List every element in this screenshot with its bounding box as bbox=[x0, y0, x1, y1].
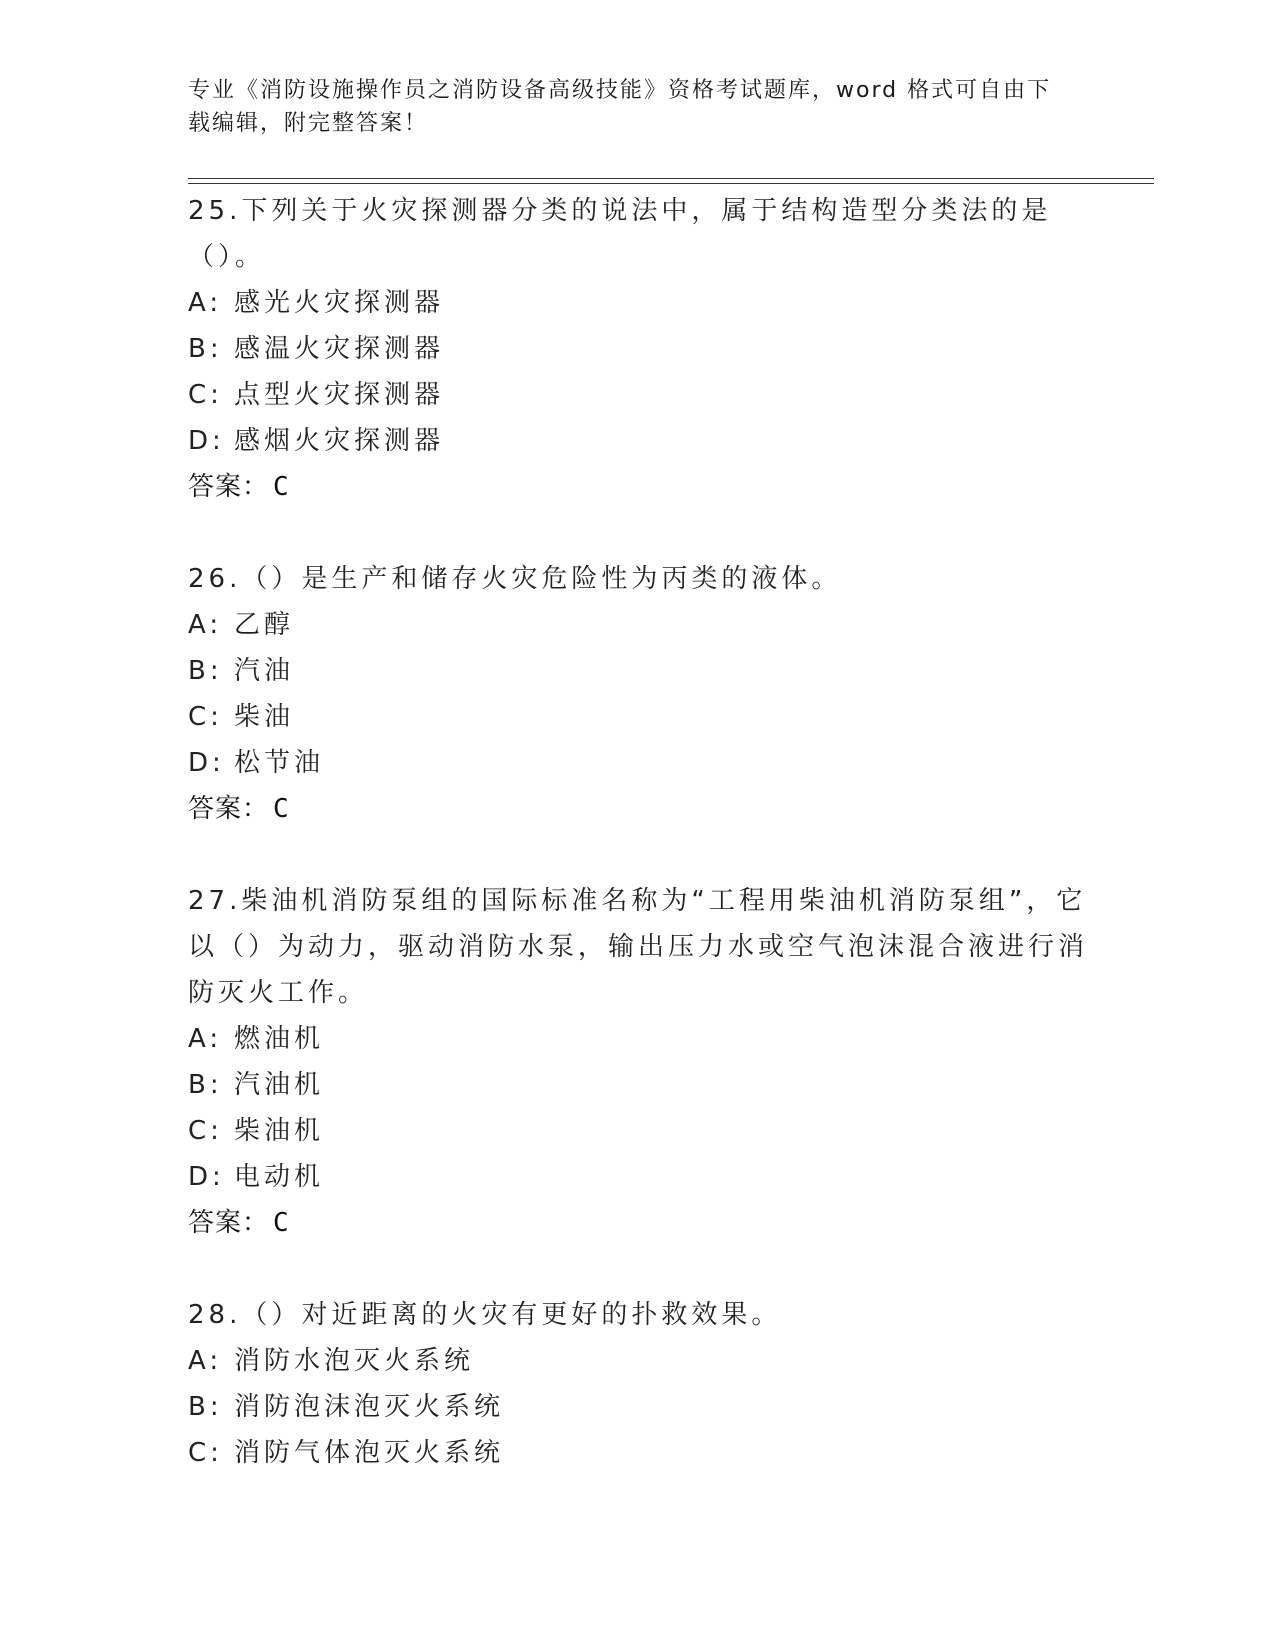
option-text: 汽油 bbox=[234, 656, 295, 686]
option-letter: A: bbox=[188, 288, 223, 318]
option-letter: C: bbox=[188, 1116, 223, 1146]
option-letter: C: bbox=[188, 1438, 223, 1468]
option-text: 消防泡沫泡灭火系统 bbox=[234, 1392, 505, 1422]
option-letter: A: bbox=[188, 1024, 223, 1054]
answer-line bbox=[188, 786, 1088, 832]
option-letter: B: bbox=[188, 334, 223, 364]
option-c bbox=[188, 1430, 1088, 1476]
option-letter: A: bbox=[188, 610, 223, 640]
option-letter: C: bbox=[188, 380, 223, 410]
question-text: 26.（）是生产和储存火灾危险性为丙类的液体。 bbox=[188, 564, 842, 594]
answer-label: 答案： bbox=[188, 1208, 270, 1238]
option-letter: D: bbox=[188, 1162, 225, 1192]
option-d bbox=[188, 1154, 1088, 1200]
option-a bbox=[188, 1338, 1088, 1384]
document-header bbox=[188, 74, 1078, 140]
question-27 bbox=[188, 878, 1088, 1246]
option-b bbox=[188, 648, 1088, 694]
option-c bbox=[188, 694, 1088, 740]
option-c bbox=[188, 1108, 1088, 1154]
option-letter: B: bbox=[188, 1070, 223, 1100]
option-letter: A: bbox=[188, 1346, 223, 1376]
answer-value: C bbox=[273, 472, 290, 502]
option-d bbox=[188, 418, 1088, 464]
option-text: 燃油机 bbox=[234, 1024, 325, 1054]
answer-line bbox=[188, 464, 1088, 510]
header-line-1: 专业《消防设施操作员之消防设备高级技能》资格考试题库，word 格式可自由下 bbox=[188, 78, 1052, 103]
option-letter: D: bbox=[188, 426, 225, 456]
question-spacer bbox=[188, 832, 1088, 878]
option-a bbox=[188, 280, 1088, 326]
option-text: 感温火灾探测器 bbox=[234, 334, 445, 364]
option-c bbox=[188, 372, 1088, 418]
option-b bbox=[188, 326, 1088, 372]
option-text: 电动机 bbox=[234, 1162, 325, 1192]
option-text: 汽油机 bbox=[234, 1070, 325, 1100]
option-letter: B: bbox=[188, 1392, 223, 1422]
option-text: 松节油 bbox=[234, 748, 325, 778]
answer-label: 答案： bbox=[188, 472, 270, 502]
option-a bbox=[188, 1016, 1088, 1062]
answer-label: 答案： bbox=[188, 794, 270, 824]
answer-line bbox=[188, 1200, 1088, 1246]
question-list bbox=[188, 188, 1088, 1476]
option-text: 柴油 bbox=[234, 702, 295, 732]
option-letter: B: bbox=[188, 656, 223, 686]
answer-value: C bbox=[273, 1208, 290, 1238]
option-text: 感烟火灾探测器 bbox=[234, 426, 445, 456]
question-26 bbox=[188, 556, 1088, 832]
option-text: 柴油机 bbox=[234, 1116, 325, 1146]
question-text: 28.（）对近距离的火灾有更好的扑救效果。 bbox=[188, 1300, 782, 1330]
header-rule-top bbox=[188, 178, 1154, 179]
question-spacer bbox=[188, 1246, 1088, 1292]
option-letter: C: bbox=[188, 702, 223, 732]
option-a bbox=[188, 602, 1088, 648]
question-spacer bbox=[188, 510, 1088, 556]
option-text: 感光火灾探测器 bbox=[234, 288, 445, 318]
option-text: 乙醇 bbox=[234, 610, 295, 640]
option-b bbox=[188, 1384, 1088, 1430]
header-rule-bottom bbox=[188, 183, 1154, 184]
option-text: 点型火灾探测器 bbox=[234, 380, 445, 410]
question-text: 25.下列关于火灾探测器分类的说法中，属于结构造型分类法的是（）。 bbox=[188, 196, 1052, 272]
question-text: 27.柴油机消防泵组的国际标准名称为“工程用柴油机消防泵组”，它以（）为动力，驱动消防水泵，输出压力水或空气泡沫混合液进行消防灭火工作。 bbox=[188, 886, 1089, 1008]
option-b bbox=[188, 1062, 1088, 1108]
header-line-2: 载编辑，附完整答案！ bbox=[188, 111, 429, 136]
option-text: 消防水泡灭火系统 bbox=[234, 1346, 475, 1376]
question-28 bbox=[188, 1292, 1088, 1476]
answer-value: C bbox=[273, 794, 290, 824]
option-letter: D: bbox=[188, 748, 225, 778]
option-text: 消防气体泡灭火系统 bbox=[234, 1438, 505, 1468]
option-d bbox=[188, 740, 1088, 786]
question-25 bbox=[188, 188, 1088, 510]
